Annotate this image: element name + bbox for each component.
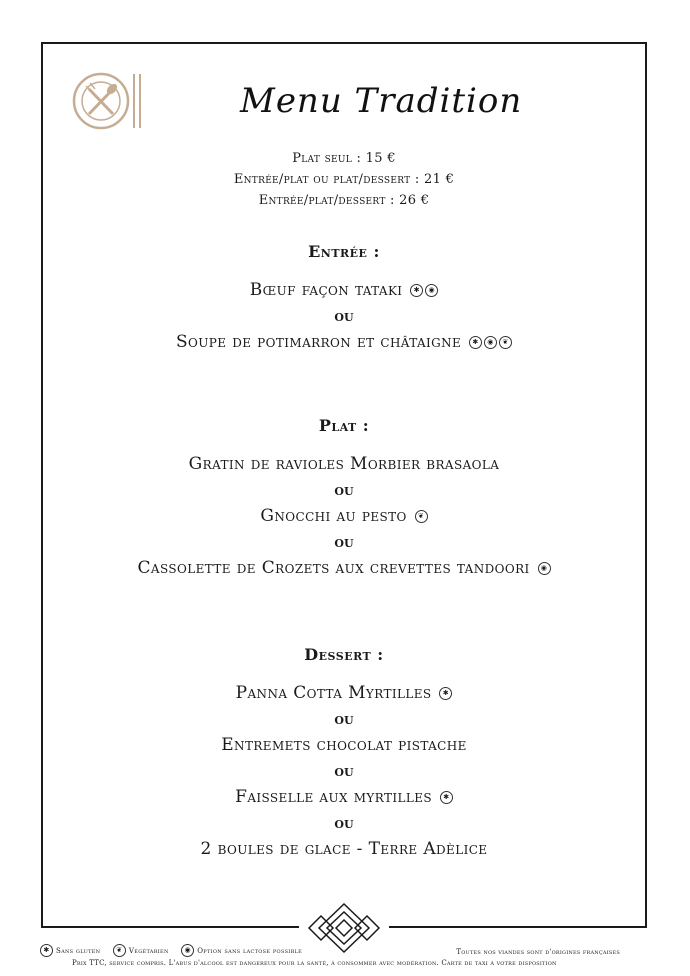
section-title: Entrée : (308, 242, 380, 261)
dish-label: 2 boules de glace - Terre Adèlice (200, 839, 488, 859)
legend-gluten: ✱ Sans gluten (40, 947, 100, 955)
price-list (41, 148, 647, 211)
fork-spoon-plate-icon (72, 70, 147, 132)
menu-title: Menu Tradition (240, 81, 523, 121)
separator: ou (334, 762, 354, 780)
gluten-free-icon: ✱ (40, 944, 53, 957)
dish-item (41, 277, 647, 303)
separator: ou (334, 710, 354, 728)
dish-item (41, 784, 647, 810)
separator: ou (334, 533, 354, 551)
dish-label: Cassolette de Crozets aux crevettes tandoori (137, 558, 530, 578)
section-dessert (41, 645, 647, 862)
separator: ou (334, 814, 354, 832)
section-entree (41, 242, 647, 355)
dish-label: Faisselle aux myrtilles (235, 787, 433, 807)
footer-meat-note: Toutes nos viandes sont d'origines françaises (456, 948, 620, 956)
gluten-free-icon: ✱ (469, 336, 482, 349)
separator: ou (334, 307, 354, 325)
lactose-free-icon: ◉ (425, 284, 438, 297)
section-title: Plat : (318, 416, 370, 435)
dish-label: Bœuf façon tataki (249, 280, 403, 300)
dish-label: Gnocchi au pesto (260, 506, 407, 526)
dish-item (41, 555, 647, 581)
dish-label: Panna Cotta Myrtilles (235, 683, 432, 703)
legend-lactose: ◉ Option sans lactose possible (181, 947, 302, 955)
dish-item (41, 329, 647, 355)
vegetarian-icon: ❦ (113, 944, 126, 957)
dish-label: Entremets chocolat pistache (221, 735, 467, 755)
dish-item (41, 451, 647, 477)
dish-item (41, 836, 647, 862)
dish-item (41, 503, 647, 529)
vegetarian-icon: ❦ (415, 510, 428, 523)
price-three-courses: Entrée/plat/dessert : 26 € (258, 193, 430, 208)
dish-item (41, 732, 647, 758)
separator: ou (334, 481, 354, 499)
gluten-free-icon: ✱ (440, 791, 453, 804)
dish-item (41, 680, 647, 706)
dish-label: Gratin de ravioles Morbier brasaola (188, 454, 500, 474)
footer-legend (40, 944, 312, 957)
price-two-courses: Entrée/plat ou plat/dessert : 21 € (233, 172, 455, 187)
footer-legal-note: Prix TTC, service compris. L'abus d'alcool est dangereux pour la santé, à consommer avec modération. Carte de taxi à votre disposition (72, 959, 557, 967)
lactose-free-icon: ◉ (538, 562, 551, 575)
diamond-ornament-icon (299, 902, 389, 954)
lactose-free-icon: ◉ (484, 336, 497, 349)
section-plat (41, 416, 647, 581)
gluten-free-icon: ✱ (410, 284, 423, 297)
price-plat-seul: Plat seul : 15 € (292, 151, 396, 166)
lactose-free-icon: ◉ (181, 944, 194, 957)
section-title: Dessert : (304, 645, 384, 664)
legend-vegetarian: ❦ Végétarien (113, 947, 169, 955)
dish-label: Soupe de potimarron et châtaigne (175, 332, 462, 352)
vegetarian-icon: ❦ (499, 336, 512, 349)
gluten-free-icon: ✱ (439, 687, 452, 700)
